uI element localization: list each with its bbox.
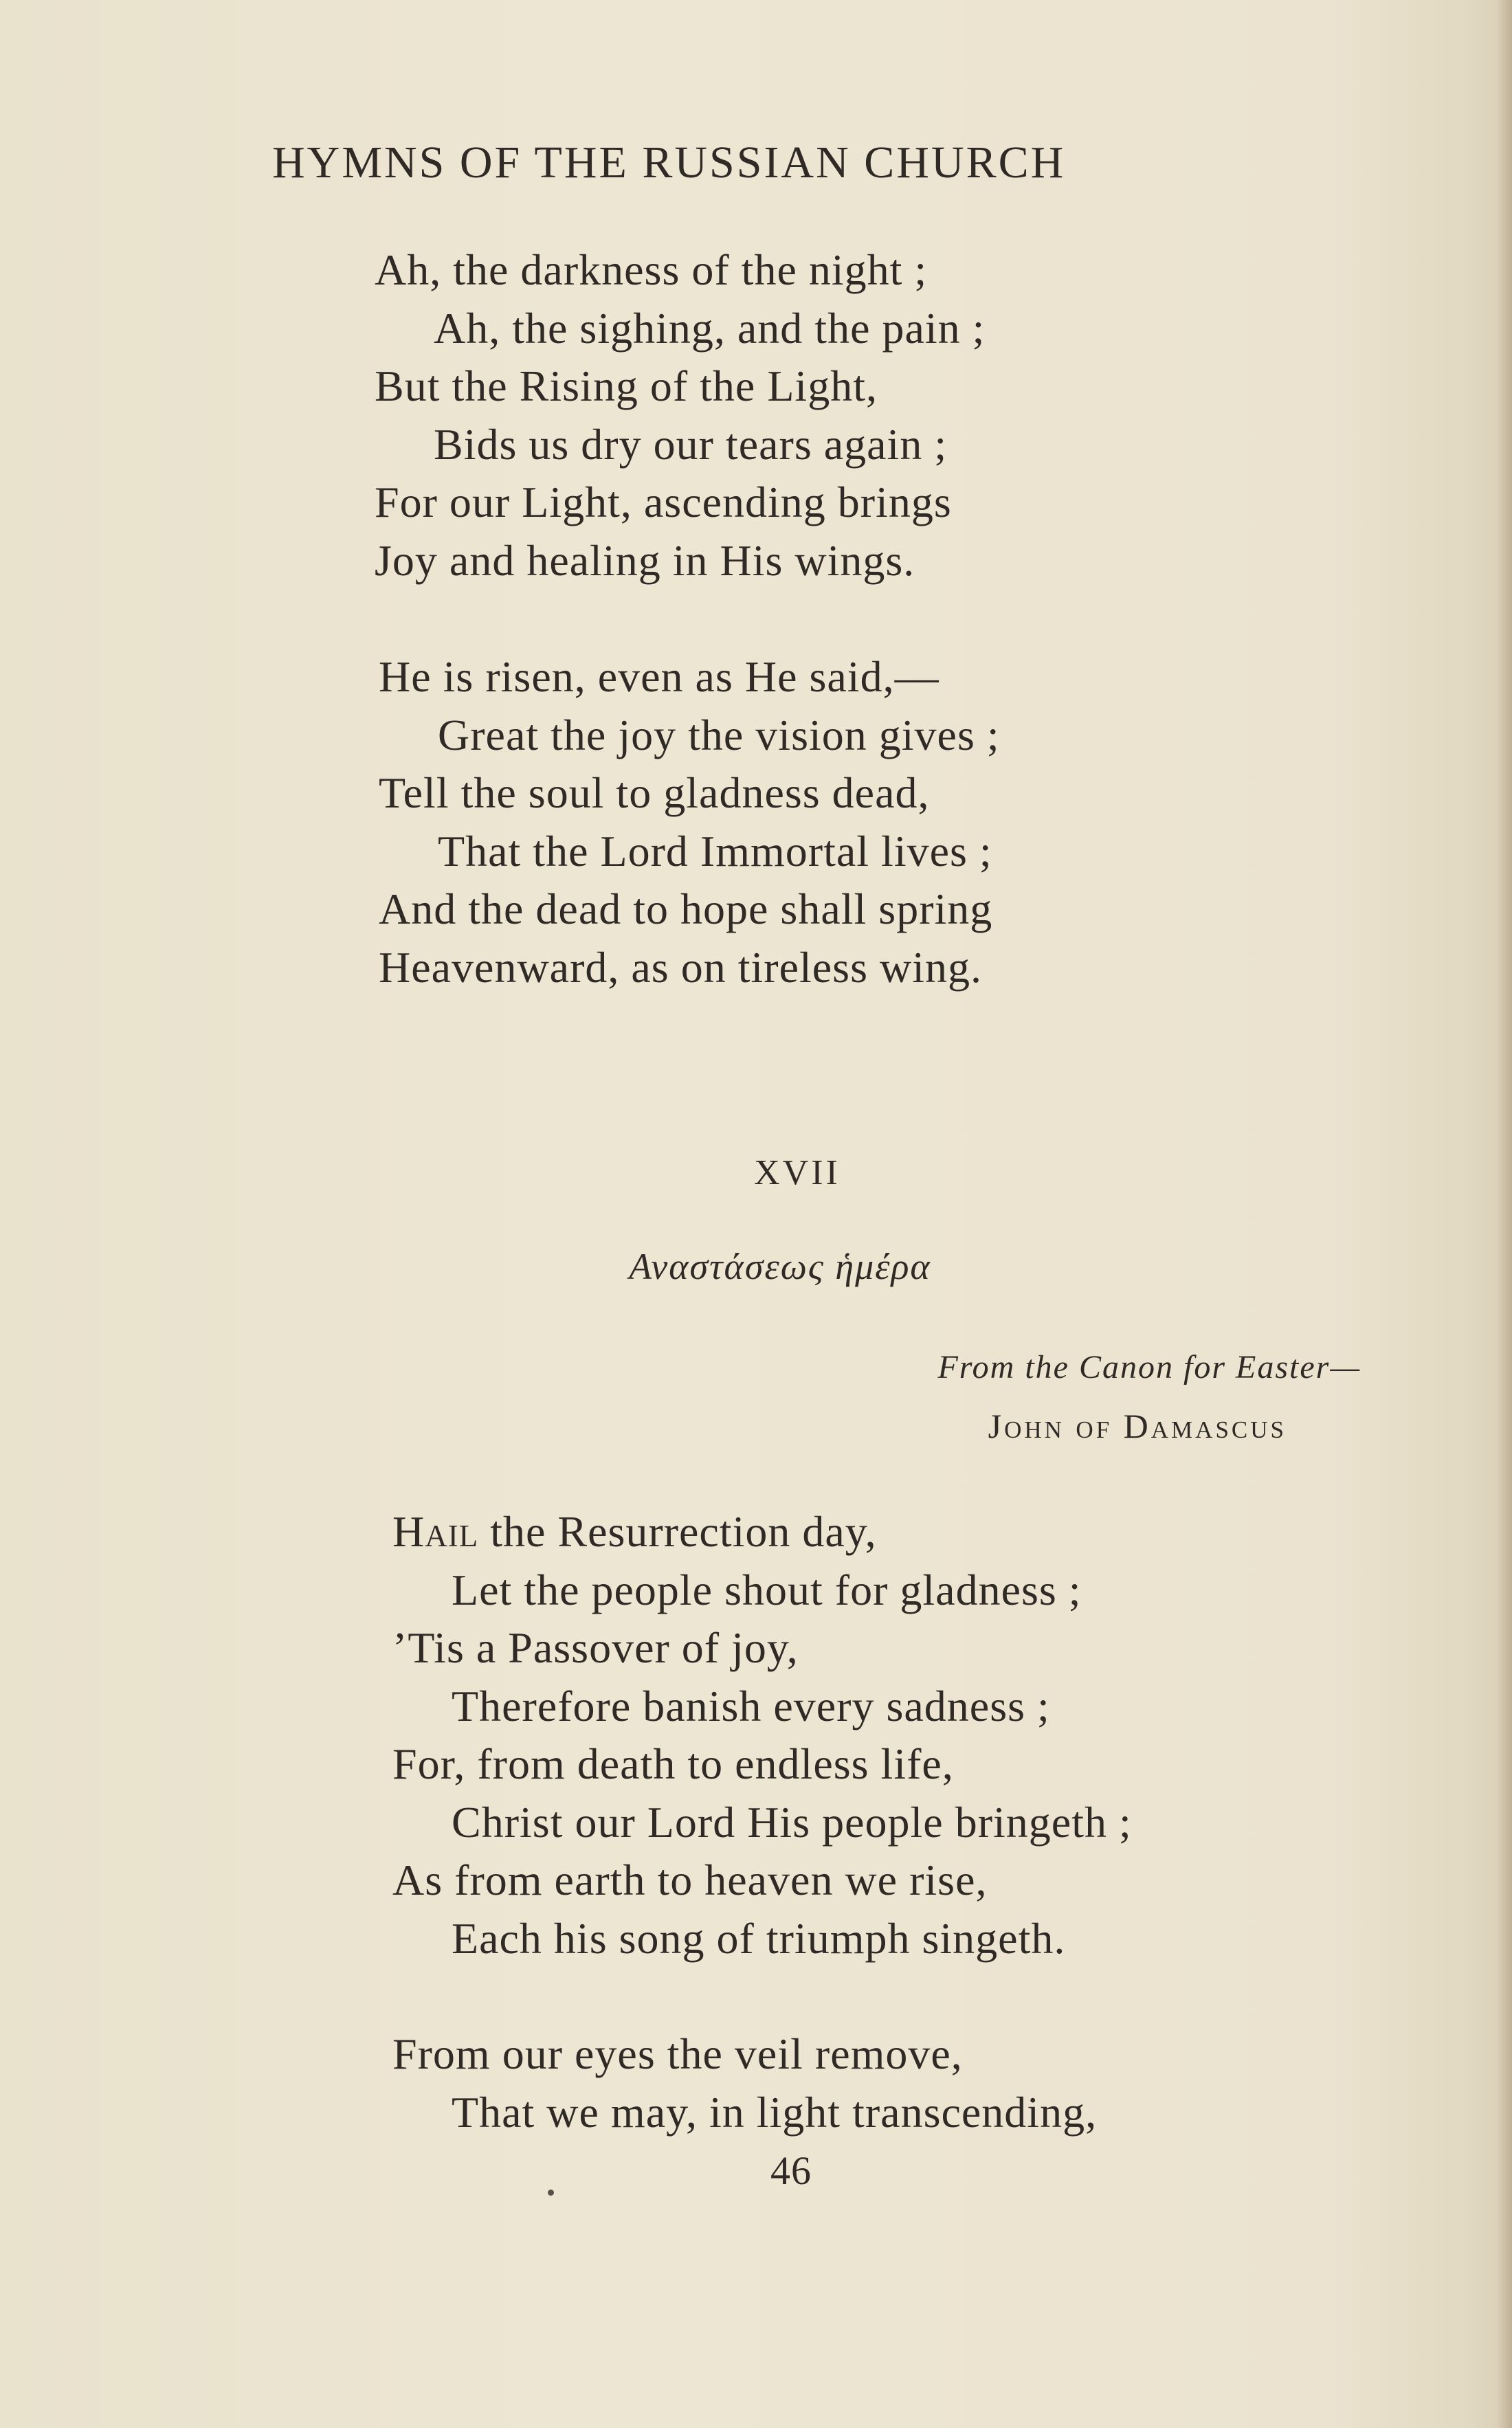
greek-title: Αναστάσεως ἡμέρα bbox=[629, 1246, 931, 1287]
opening-line-rest: the Resurrection day, bbox=[478, 1507, 877, 1556]
running-head: HYMNS OF THE RUSSIAN CHURCH bbox=[272, 137, 1066, 188]
attribution-author: John of Damascus bbox=[988, 1407, 1287, 1445]
verse-line: That we may, in light transcending, bbox=[452, 2087, 1098, 2137]
section-number: XVII bbox=[754, 1153, 841, 1192]
verse-line: Joy and healing in His wings. bbox=[375, 535, 915, 585]
verse-line: For, from death to endless life, bbox=[392, 1739, 954, 1788]
verse-line: Let the people shout for gladness ; bbox=[452, 1565, 1082, 1614]
verse-line: He is risen, even as He said,— bbox=[379, 652, 940, 701]
verse-line: Ah, the sighing, and the pain ; bbox=[434, 303, 986, 353]
opening-word: Hail bbox=[392, 1507, 479, 1556]
attribution-source: From the Canon for Easter— bbox=[937, 1349, 1361, 1385]
page-number: 46 bbox=[770, 2148, 812, 2193]
verse-line: That the Lord Immortal lives ; bbox=[438, 826, 992, 876]
verse-line: Therefore banish every sadness ; bbox=[452, 1681, 1050, 1730]
verse-line: Heavenward, as on tireless wing. bbox=[379, 942, 982, 992]
verse-line: From our eyes the veil remove, bbox=[392, 2029, 963, 2078]
verse-line: Bids us dry our tears again ; bbox=[434, 419, 948, 469]
verse-line: As from earth to heaven we rise, bbox=[392, 1856, 988, 1904]
verse-line: Great the joy the vision gives ; bbox=[438, 710, 1000, 759]
stanza-1 bbox=[375, 241, 985, 590]
verse-line: Each his song of triumph singeth. bbox=[452, 1913, 1066, 1963]
verse-line: Tell the soul to gladness dead, bbox=[379, 768, 930, 817]
verse-line: Christ our Lord His people bringeth ; bbox=[452, 1797, 1132, 1847]
verse-line: Ah, the darkness of the night ; bbox=[375, 245, 928, 294]
hymn-stanza-2 bbox=[392, 2025, 1097, 2141]
verse-line: And the dead to hope shall spring bbox=[379, 884, 993, 933]
ink-speck bbox=[548, 2190, 554, 2196]
page-edge-shadow bbox=[1497, 0, 1512, 2428]
verse-line: For our Light, ascending brings bbox=[375, 478, 952, 526]
verse-line: But the Rising of the Light, bbox=[375, 361, 878, 410]
verse-line bbox=[392, 1503, 1132, 1561]
stanza-2 bbox=[379, 648, 1000, 996]
hymn-stanza-1 bbox=[392, 1503, 1132, 1968]
verse-line: ’Tis a Passover of joy, bbox=[392, 1623, 799, 1672]
